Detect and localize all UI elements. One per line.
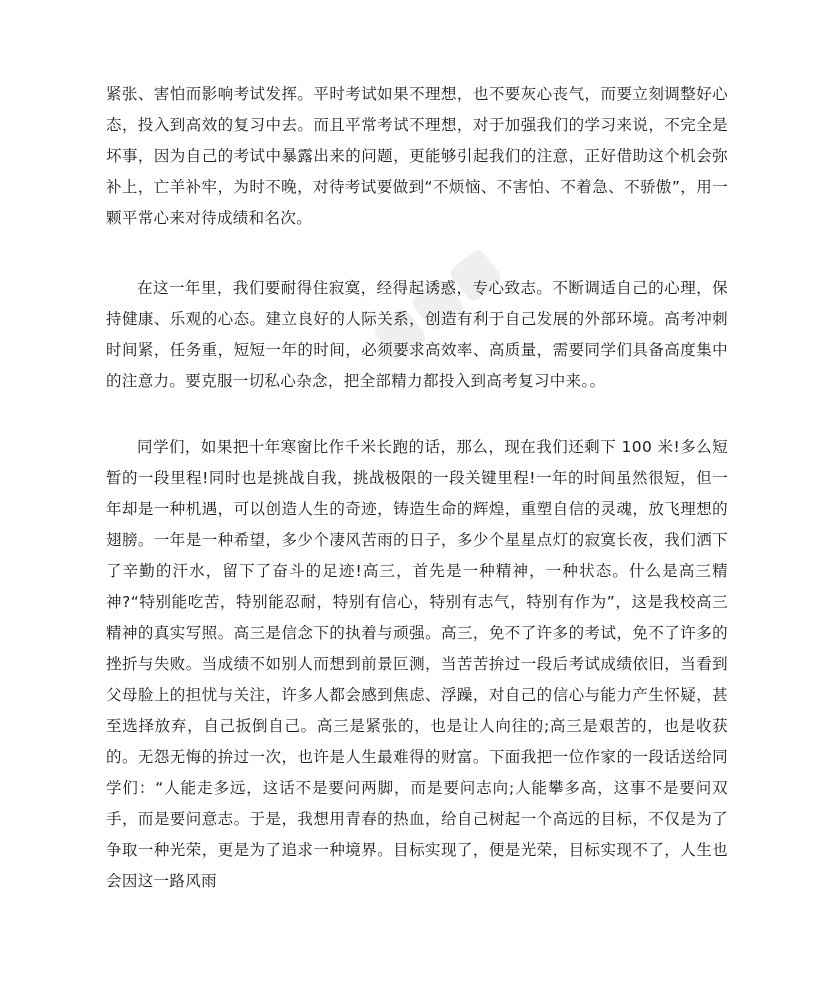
paragraph-exam-mindset: 紧张、害怕而影响考试发挥。平时考试如果不理想，也不要灰心丧气，而要立刻调整好心态，投入到高效的复习中去。而且平常考试不理想，对于加强我们的学习来说，不完全是坏事，因为自己的考试中暴露出来的问题，更能够引起我们的注意，正好借助这个机会弥补上，亡羊补牢，为时不晚，对待考试要做到“不烦恼、不害怕、不着急、不骄傲”，用一颗平常心来对待成绩和名次。 <box>106 85 728 227</box>
paragraph-senior-spirit: 同学们，如果把十年寒窗比作千米长跑的话，那么，现在我们还剩下 100 米!多么短暂的一段里程!同时也是挑战自我，挑战极限的一段关键里程!一年的时间虽然很短，但一年却是一种机遇，可以创造人生的奇迹，铸造生命的辉煌，重塑自信的灵魂，放飞理想的翅膀。一年是一种希望，多少个凄风苦雨的日子，多少个星星点灯的寂寞长夜，我们洒下了辛勤的汗水，留下了奋斗的足迹!高三，首先是一种精神，一种状态。什么是高三精神?“特别能吃苦，特别能忍耐，特别有信心，特别有志气，特别有作为”，这是我校高三精神的真实写照。高三是信念下的执着与顽强。高三，免不了许多的考试，免不了许多的挫折与失败。当成绩不如别人而想到前景叵测，当苦苦拚过一段后考试成绩依旧，当看到父母脸上的担忧与关注，许多人都会感到焦虑、浮躁，对自己的信心与能力产生怀疑，甚至选择放弃，自己扳倒自己。高三是紧张的，也是让人向往的;高三是艰苦的，也是收获的。无怨无悔的拚过一次，也许是人生最难得的财富。下面我把一位作家的一段话送给同学们：“人能走多远，这话不是要问两脚，而是要问志向;人能攀多高，这事不是要问双手，而是要问意志。于是，我想用青春的热血，给自己树起一个高远的目标，不仅是为了争取一种光荣，更是为了追求一种境界。目标实现了，便是光荣，目标实现不了，人生也会因这一路风雨 <box>106 438 728 890</box>
paragraph-endurance: 在这一年里，我们要耐得住寂寞，经得起诱惑，专心致志。不断调适自己的心理，保持健康、乐观的心态。建立良好的人际关系，创造有利于自己发展的外部环境。高考冲刺时间紧，任务重，短短一年的时间，必须要求高效率、高质量，需要同学们具备高度集中的注意力。要克服一切私心杂念，把全部精力都投入到高考复习中来。。 <box>106 279 728 390</box>
